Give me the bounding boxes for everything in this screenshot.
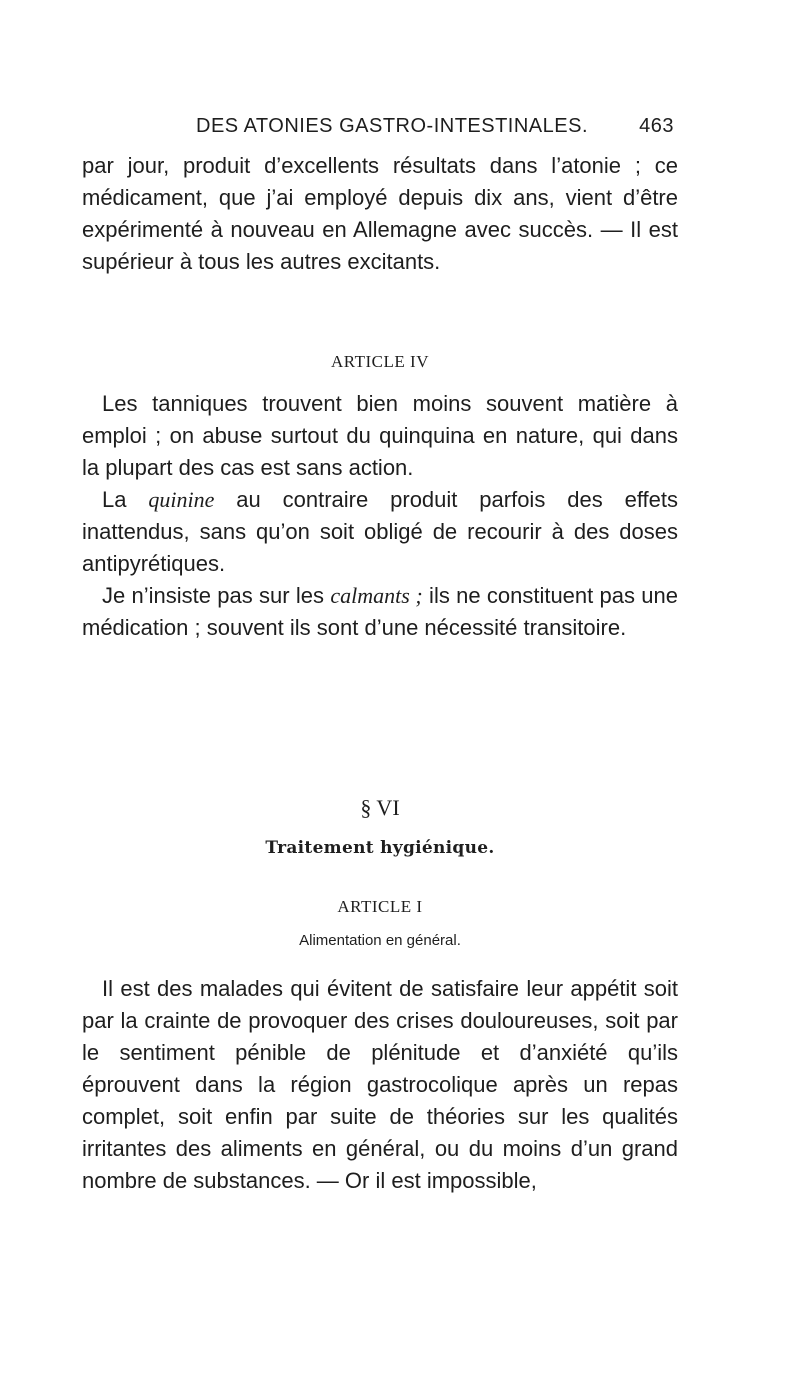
section-vi-heading: § VI [360,795,400,820]
page-number: 463 [639,115,674,137]
article-i-subheading: Alimentation en général. [299,932,461,949]
article-iv-paragraph-3 [82,580,678,644]
running-head-title: DES ATONIES GASTRO-INTESTINALES. [196,115,589,137]
running-head [196,115,674,143]
article-i-body [82,973,678,1197]
section-vi-subheading: Traitement hygiénique. [265,838,495,858]
opening-paragraph: par jour, produit d’excellents résultats dans l’atonie ; ce médicament, que j’ai employé depuis dix ans, vient d’être expérimenté à nouveau en Allemagne avec succès. — Il est supérieur à tous les autres excitants. [82,153,678,274]
article-iv-paragraph-1: Les tanniques trouvent bien moins souvent matière à emploi ; on abuse surtout du quinquina en nature, qui dans la plupart des cas est sans action. [82,391,678,480]
article-iv-paragraph-2 [82,484,678,580]
article-iv-heading: ARTICLE IV [331,352,429,371]
paragraph-3-text-after: ils ne constituent pas une médication ; souvent ils sont d’une nécessité transitoire. [82,583,679,640]
paragraph-2-text-after: au contraire produit parfois des effets inattendus, sans qu’on soit obligé de recourir à des doses antipyrétiques. [82,487,678,576]
article-iv-body [82,388,678,644]
paragraph-2-text-before: La [102,487,149,512]
paragraph-3-text-before: Je n’insiste pas sur les [102,583,331,608]
article-i-paragraph-1: Il est des malades qui évitent de satisfaire leur appétit soit par la crainte de provoquer des crises douloureuses, soit par le sentiment pénible de plénitude et d’anxiété qu’ils éprouvent dans la région gastrocolique après un repas complet, soit enfin par suite de théories sur les qualités irritantes des aliments en général, ou du moins d’un grand nombre de substances. — Or il est impossible, [82,976,678,1193]
calmants-emphasis: calmants ; [330,583,423,608]
article-i-heading: ARTICLE I [337,897,423,916]
opening-paragraph-block [82,150,678,278]
quinine-emphasis: quinine [148,487,215,512]
